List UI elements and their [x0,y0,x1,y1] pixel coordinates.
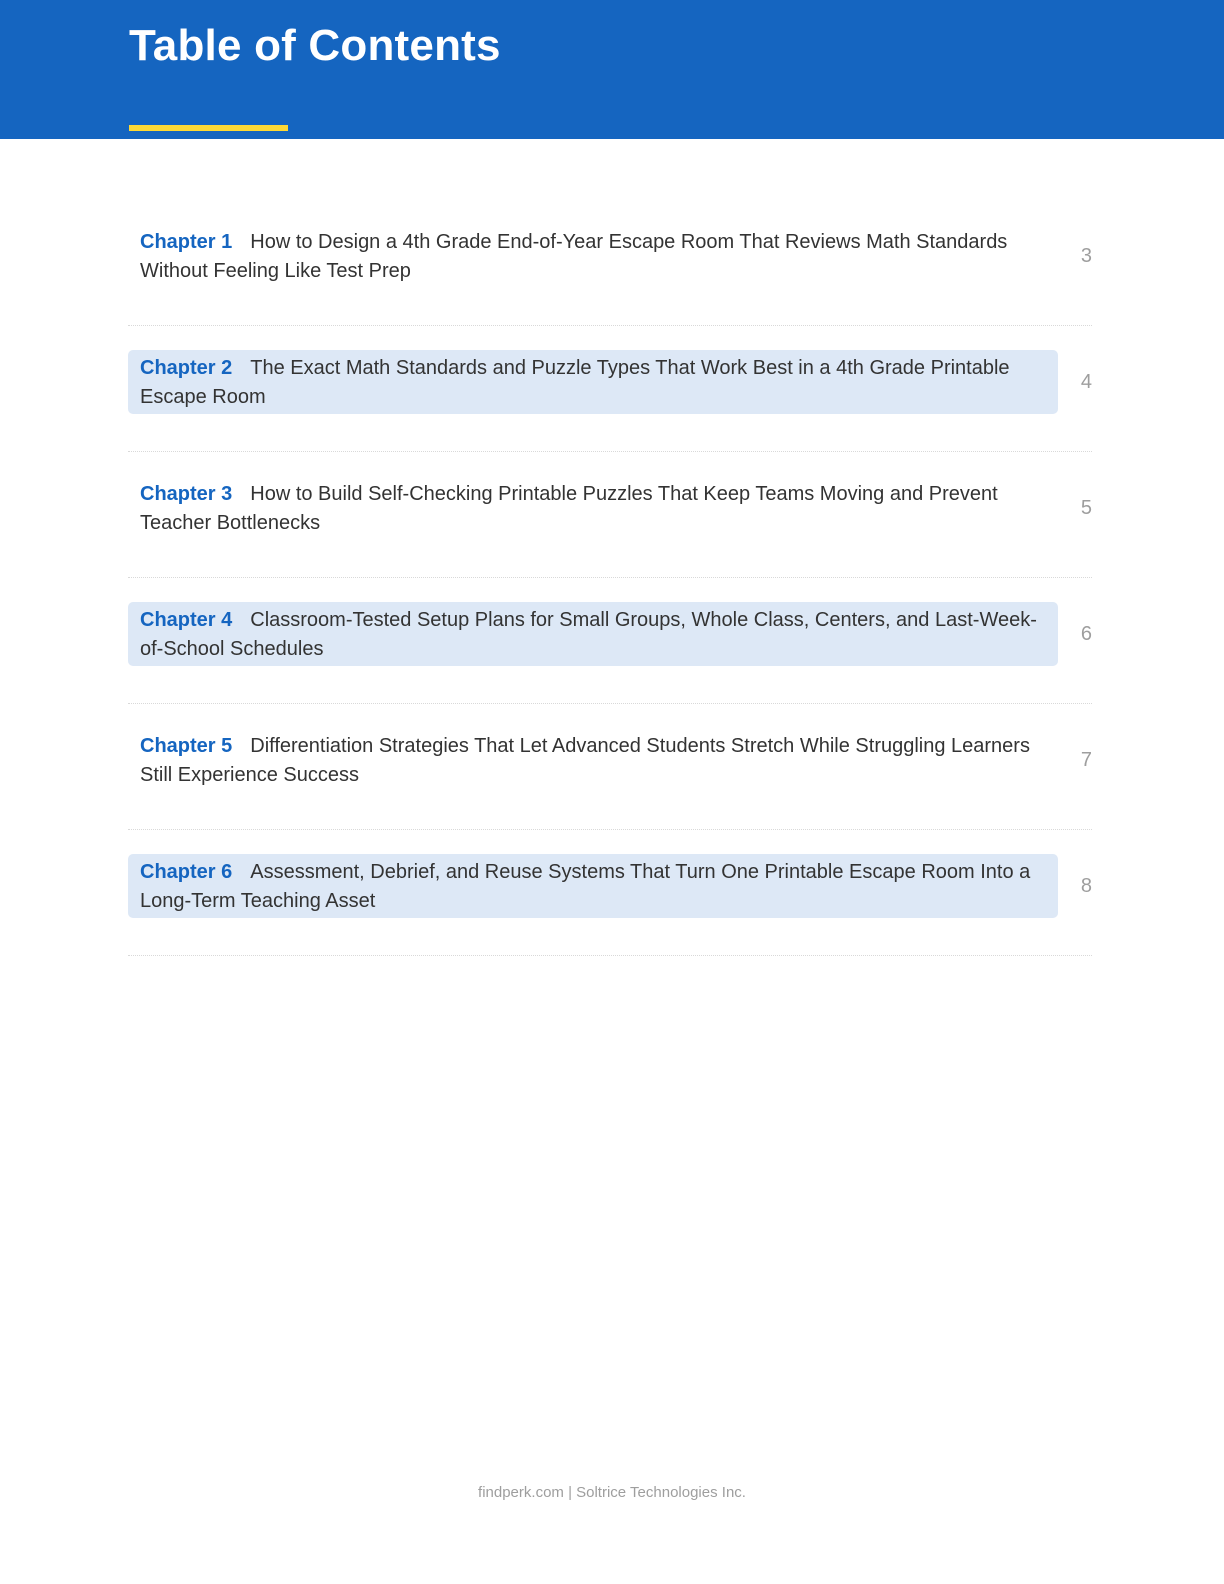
chapter-title: How to Design a 4th Grade End-of-Year Escape Room That Reviews Math Standards Without Feeling Like Test Prep [140,231,1008,282]
chapter-title: Classroom-Tested Setup Plans for Small Groups, Whole Class, Centers, and Last-Week-of-School Schedules [140,609,1037,660]
title-accent-underline [129,125,288,131]
chapter-title: Differentiation Strategies That Let Advanced Students Stretch While Struggling Learners Still Experience Success [140,735,1030,786]
chapter-title: The Exact Math Standards and Puzzle Types That Work Best in a 4th Grade Printable Escape Room [140,357,1010,408]
page-number: 8 [1080,875,1092,897]
chapter-label: Chapter 3 [140,483,233,505]
toc-row-chapter-5[interactable] [128,704,1092,830]
toc-row-chapter-1[interactable] [128,200,1092,326]
chapter-title: Assessment, Debrief, and Reuse Systems That Turn One Printable Escape Room Into a Long-Term Teaching Asset [140,861,1031,912]
toc-entry[interactable] [128,350,1058,414]
chapter-title: How to Build Self-Checking Printable Puzzles That Keep Teams Moving and Prevent Teacher Bottlenecks [140,483,998,534]
toc-row-chapter-4[interactable] [128,578,1092,704]
chapter-label: Chapter 5 [140,735,233,757]
toc-entry[interactable] [128,854,1058,918]
toc-row-chapter-3[interactable] [128,452,1092,578]
toc-entry[interactable] [128,476,1058,540]
page-number: 5 [1080,497,1092,519]
chapter-label: Chapter 6 [140,861,233,883]
page-number: 7 [1080,749,1092,771]
toc-list [128,200,1092,956]
page-number: 4 [1080,371,1092,393]
page-title: Table of Contents [129,21,501,70]
chapter-label: Chapter 4 [140,609,233,631]
chapter-label: Chapter 2 [140,357,233,379]
toc-entry[interactable] [128,224,1058,288]
toc-entry[interactable] [128,602,1058,666]
chapter-label: Chapter 1 [140,231,233,253]
toc-row-chapter-2[interactable] [128,326,1092,452]
toc-row-chapter-6[interactable] [128,830,1092,956]
header-banner [0,0,1224,139]
footer-text: findperk.com | Soltrice Technologies Inc. [478,1484,746,1501]
page-number: 6 [1080,623,1092,645]
page-number: 3 [1080,245,1092,267]
toc-entry[interactable] [128,728,1058,792]
